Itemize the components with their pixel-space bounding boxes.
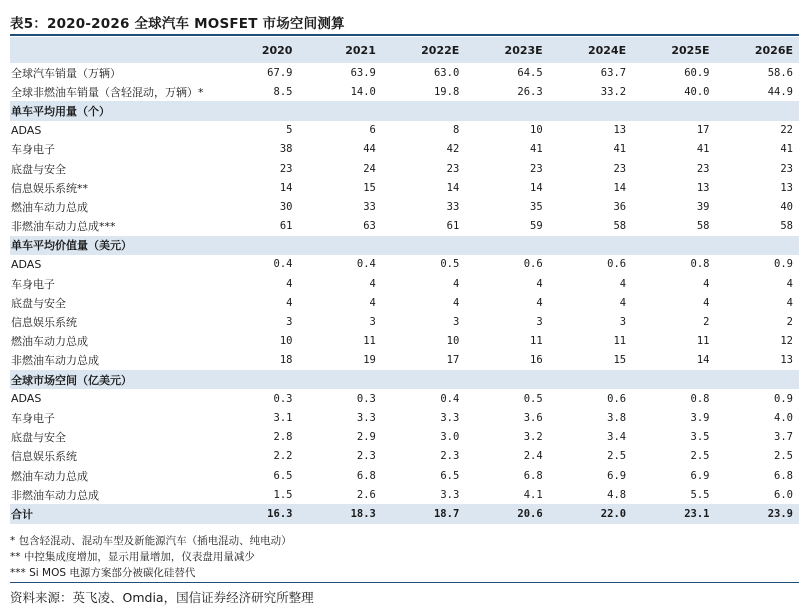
- cell-value: 0.5: [523, 392, 543, 405]
- table-row: [10, 274, 799, 293]
- cell-value: 3: [286, 316, 293, 329]
- row-label: 燃油车动力总成: [11, 469, 88, 483]
- row-label: 燃油车动力总成: [11, 335, 88, 349]
- cell-value: 14: [613, 181, 627, 194]
- cell-value: 3.6: [523, 411, 543, 424]
- cell-value: 13: [780, 354, 793, 367]
- cell-value: 41: [780, 143, 793, 156]
- cell-value: 16.3: [215, 504, 298, 523]
- cell-value: 6.0: [774, 488, 793, 501]
- cell-value: 13: [613, 124, 627, 137]
- cell-value: 23: [446, 162, 460, 175]
- cell-value: 42: [446, 143, 460, 156]
- cell-value: 14: [279, 181, 293, 194]
- cell-value: 4.0: [774, 411, 793, 424]
- column-header: 2023E: [504, 43, 543, 57]
- cell-value: 58: [780, 220, 793, 233]
- cell-value: 3.3: [440, 488, 460, 501]
- section-title: 全球市场空间（亿美元）: [10, 370, 799, 389]
- table-body: [10, 63, 799, 524]
- cell-value: 4: [786, 277, 793, 290]
- cell-value: 5: [286, 124, 293, 137]
- section-title: 单车平均用量（个）: [10, 101, 799, 120]
- cell-value: 3.2: [523, 431, 543, 444]
- cell-value: 63.9: [350, 66, 376, 79]
- cell-value: 4: [703, 296, 710, 309]
- section-header-row: [10, 236, 799, 255]
- row-label: 合计: [10, 504, 215, 523]
- cell-value: 23: [696, 162, 710, 175]
- cell-value: 0.3: [273, 392, 293, 405]
- cell-value: 15: [363, 181, 376, 194]
- table-row: [10, 82, 799, 101]
- cell-value: 11: [530, 335, 543, 348]
- mosfet-market-table: [10, 37, 799, 524]
- cell-value: 3.5: [690, 431, 710, 444]
- cell-value: 4: [286, 296, 293, 309]
- row-label: 车身电子: [11, 143, 55, 157]
- cell-value: 3: [536, 316, 543, 329]
- cell-value: 4: [286, 277, 293, 290]
- cell-value: 4: [536, 277, 543, 290]
- cell-value: 4: [536, 296, 543, 309]
- row-label: 底盘与安全: [11, 162, 66, 176]
- cell-value: 4: [452, 296, 460, 309]
- row-label: 底盘与安全: [11, 296, 66, 310]
- row-label: 全球汽车销量（万辆）: [11, 66, 121, 80]
- header-empty: [10, 37, 215, 63]
- cell-value: 3: [619, 316, 627, 329]
- table-row: [10, 217, 799, 236]
- cell-value: 4: [452, 277, 460, 290]
- cell-value: 35: [530, 200, 543, 213]
- source-note: 资料来源：英飞凌、Omdia，国信证券经济研究所整理: [10, 590, 314, 605]
- cell-value: 60.9: [684, 66, 710, 79]
- row-label: 信息娱乐系统: [11, 450, 77, 464]
- cell-value: 4.1: [523, 488, 543, 501]
- cell-value: 40.0: [684, 85, 710, 98]
- cell-value: 59: [530, 220, 543, 233]
- column-header: 2020: [261, 43, 293, 57]
- cell-value: 2: [703, 316, 710, 329]
- column-header: 2024E: [587, 43, 627, 57]
- cell-value: 41: [696, 143, 710, 156]
- row-label: ADAS: [11, 123, 42, 137]
- table-title: 表5：2020-2026 全球汽车 MOSFET 市场空间测算: [10, 16, 345, 32]
- cell-value: 2.3: [356, 450, 376, 463]
- cell-value: 19: [363, 354, 376, 367]
- cell-value: 10: [530, 124, 543, 137]
- cell-value: 2: [786, 316, 793, 329]
- cell-value: 13: [696, 181, 710, 194]
- cell-value: 8.5: [273, 85, 293, 98]
- row-label: ADAS: [11, 392, 42, 406]
- cell-value: 2.8: [273, 431, 293, 444]
- row-label: 非燃油车动力总成: [11, 488, 99, 502]
- cell-value: 26.3: [517, 85, 543, 98]
- cell-value: 0.4: [273, 258, 293, 271]
- cell-value: 5.5: [690, 488, 710, 501]
- bottom-rule: [10, 582, 799, 583]
- table-row: [10, 351, 799, 370]
- cell-value: 20.6: [465, 504, 548, 523]
- row-label: 全球非燃油车销量（含轻混动，万辆）*: [11, 85, 204, 99]
- row-label: 底盘与安全: [11, 431, 66, 445]
- row-label: 非燃油车动力总成***: [11, 220, 116, 234]
- cell-value: 6.9: [690, 469, 710, 482]
- top-rule: [10, 34, 799, 36]
- cell-value: 6.8: [356, 469, 376, 482]
- cell-value: 8: [452, 124, 460, 137]
- table-row: [10, 159, 799, 178]
- cell-value: 36: [613, 200, 627, 213]
- cell-value: 33: [363, 200, 376, 213]
- cell-value: 44: [363, 143, 376, 156]
- cell-value: 0.5: [440, 258, 460, 271]
- section-title: 单车平均价值量（美元）: [10, 236, 799, 255]
- cell-value: 12: [780, 335, 793, 348]
- cell-value: 6.8: [774, 469, 793, 482]
- table-row: [10, 312, 799, 331]
- column-header: 2022E: [421, 43, 460, 57]
- cell-value: 10: [279, 335, 293, 348]
- column-header: 2021: [345, 43, 376, 57]
- row-label: ADAS: [11, 257, 42, 271]
- cell-value: 11: [363, 335, 376, 348]
- cell-value: 10: [446, 335, 460, 348]
- cell-value: 23: [780, 162, 793, 175]
- cell-value: 19.8: [433, 85, 460, 98]
- cell-value: 14: [530, 181, 543, 194]
- row-label: 车身电子: [11, 411, 55, 425]
- cell-value: 0.4: [440, 392, 460, 405]
- cell-value: 0.6: [607, 392, 627, 405]
- cell-value: 17: [446, 354, 460, 367]
- table-row: [10, 197, 799, 216]
- cell-value: 0.8: [690, 258, 710, 271]
- cell-value: 4: [786, 296, 793, 309]
- row-label: 燃油车动力总成: [11, 200, 88, 214]
- cell-value: 63.0: [433, 66, 460, 79]
- cell-value: 2.5: [690, 450, 710, 463]
- cell-value: 3.7: [774, 431, 793, 444]
- cell-value: 58.6: [767, 66, 793, 79]
- row-label: 车身电子: [11, 277, 55, 291]
- cell-value: 14: [446, 181, 460, 194]
- footnote: ** 中控集成度增加，显示用量增加，仪表盘用量减少: [10, 551, 255, 563]
- cell-value: 0.9: [774, 258, 793, 271]
- cell-value: 3: [452, 316, 460, 329]
- cell-value: 14: [696, 354, 710, 367]
- cell-value: 3.8: [607, 411, 627, 424]
- cell-value: 18: [279, 354, 293, 367]
- cell-value: 0.8: [690, 392, 710, 405]
- cell-value: 14.0: [350, 85, 376, 98]
- cell-value: 41: [530, 143, 543, 156]
- table-row: [10, 140, 799, 159]
- cell-value: 4: [703, 277, 710, 290]
- cell-value: 0.6: [607, 258, 627, 271]
- cell-value: 0.9: [774, 392, 793, 405]
- cell-value: 3: [369, 316, 376, 329]
- cell-value: 44.9: [767, 85, 793, 98]
- cell-value: 67.9: [267, 66, 293, 79]
- column-header: 2026E: [754, 43, 793, 57]
- cell-value: 6.8: [523, 469, 543, 482]
- cell-value: 4: [369, 277, 376, 290]
- cell-value: 11: [613, 335, 627, 348]
- table-row: [10, 389, 799, 408]
- cell-value: 23: [530, 162, 543, 175]
- cell-value: 3.3: [356, 411, 376, 424]
- cell-value: 3.9: [690, 411, 710, 424]
- cell-value: 3.1: [273, 411, 293, 424]
- footnote: * 包含轻混动、混动车型及新能源汽车（插电混动、纯电动）: [10, 535, 292, 547]
- row-label: 非燃油车动力总成: [11, 354, 99, 368]
- cell-value: 0.3: [356, 392, 376, 405]
- cell-value: 0.4: [356, 258, 376, 271]
- cell-value: 22: [780, 124, 793, 137]
- cell-value: 63: [363, 220, 376, 233]
- section-header-row: [10, 101, 799, 120]
- cell-value: 2.4: [523, 450, 543, 463]
- row-label: 信息娱乐系统: [11, 316, 77, 330]
- table-row: [10, 178, 799, 197]
- cell-value: 24: [363, 162, 376, 175]
- table-row: [10, 121, 799, 140]
- cell-value: 4.8: [607, 488, 627, 501]
- table-row: [10, 466, 799, 485]
- cell-value: 58: [613, 220, 627, 233]
- cell-value: 2.5: [774, 450, 793, 463]
- cell-value: 2.3: [440, 450, 460, 463]
- cell-value: 11: [696, 335, 710, 348]
- cell-value: 58: [696, 220, 710, 233]
- table-row: [10, 485, 799, 504]
- total-row: [10, 504, 799, 523]
- cell-value: 63.7: [600, 66, 627, 79]
- header-row: [10, 37, 799, 63]
- cell-value: 16: [530, 354, 543, 367]
- table-row: [10, 63, 799, 82]
- cell-value: 1.5: [273, 488, 293, 501]
- cell-value: 4: [369, 296, 376, 309]
- cell-value: 6.5: [440, 469, 460, 482]
- cell-value: 2.2: [273, 450, 293, 463]
- cell-value: 23: [279, 162, 293, 175]
- column-header: 2025E: [671, 43, 710, 57]
- cell-value: 41: [613, 143, 627, 156]
- cell-value: 30: [279, 200, 293, 213]
- cell-value: 64.5: [517, 66, 543, 79]
- cell-value: 23.1: [632, 504, 715, 523]
- table-row: [10, 428, 799, 447]
- cell-value: 6.9: [607, 469, 627, 482]
- cell-value: 17: [696, 124, 710, 137]
- table-row: [10, 447, 799, 466]
- footnotes: [10, 533, 292, 581]
- cell-value: 3.4: [607, 431, 627, 444]
- cell-value: 6: [369, 124, 376, 137]
- cell-value: 6.5: [273, 469, 293, 482]
- cell-value: 4: [619, 296, 627, 309]
- cell-value: 2.6: [356, 488, 376, 501]
- cell-value: 22.0: [549, 504, 632, 523]
- table-row: [10, 332, 799, 351]
- cell-value: 18.3: [298, 504, 381, 523]
- cell-value: 2.9: [356, 431, 376, 444]
- table-row: [10, 408, 799, 427]
- cell-value: 33: [446, 200, 460, 213]
- cell-value: 61: [279, 220, 293, 233]
- cell-value: 33.2: [600, 85, 627, 98]
- table-row: [10, 293, 799, 312]
- footnote: *** Si MOS 电源方案部分被碳化硅替代: [10, 567, 196, 579]
- cell-value: 4: [619, 277, 627, 290]
- cell-value: 0.6: [523, 258, 543, 271]
- cell-value: 39: [696, 200, 710, 213]
- cell-value: 40: [780, 200, 793, 213]
- cell-value: 13: [780, 181, 793, 194]
- table-row: [10, 255, 799, 274]
- cell-value: 23.9: [716, 504, 800, 523]
- cell-value: 18.7: [382, 504, 465, 523]
- cell-value: 23: [613, 162, 627, 175]
- cell-value: 3.3: [440, 411, 460, 424]
- cell-value: 15: [613, 354, 627, 367]
- cell-value: 61: [446, 220, 460, 233]
- cell-value: 2.5: [607, 450, 627, 463]
- cell-value: 38: [279, 143, 293, 156]
- section-header-row: [10, 370, 799, 389]
- row-label: 信息娱乐系统**: [11, 181, 88, 195]
- cell-value: 3.0: [440, 431, 460, 444]
